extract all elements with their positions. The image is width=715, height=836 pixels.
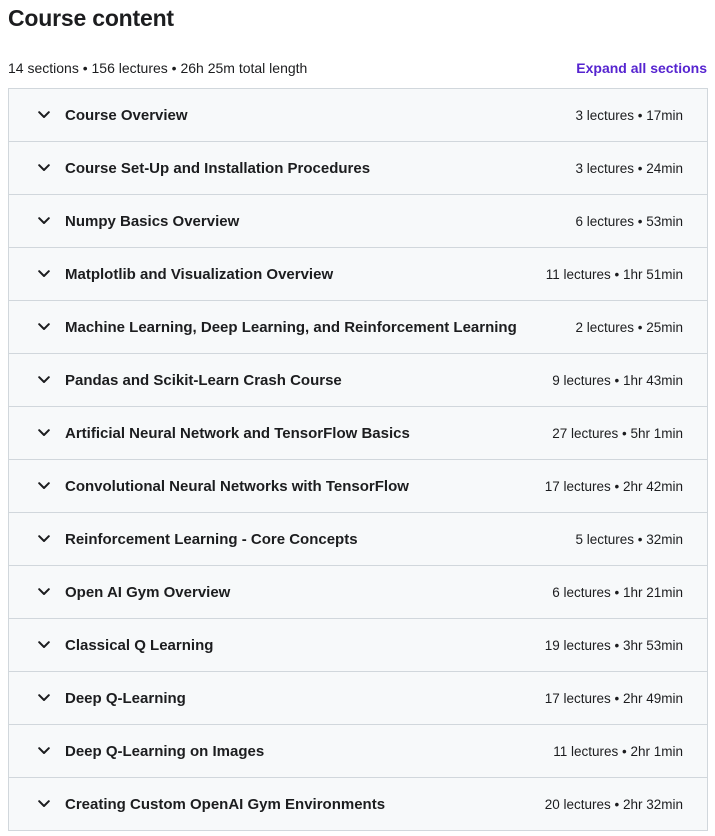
section-title: Course Set-Up and Installation Procedures [65,159,371,177]
section-content-info: 20 lectures • 2hr 32min [544,796,683,812]
section-header-6[interactable] [9,354,707,407]
expand-all-sections-button[interactable]: Expand all sections [576,60,707,76]
chevron-down-icon[interactable] [37,638,51,652]
sections-accordion [8,88,708,831]
section-header-9[interactable] [9,513,707,566]
section-title: Reinforcement Learning - Core Concepts [65,530,358,548]
section-title: Open AI Gym Overview [65,583,231,601]
section-content-info: 27 lectures • 5hr 1min [552,425,683,441]
section-content-info: 11 lectures • 2hr 1min [553,743,683,759]
section-header-5[interactable] [9,301,707,354]
section-header-10[interactable] [9,566,707,619]
chevron-down-icon[interactable] [37,426,51,440]
section-header-7[interactable] [9,407,707,460]
course-summary-row [8,58,707,78]
section-title: Numpy Basics Overview [65,212,240,230]
section-header-4[interactable] [9,248,707,301]
chevron-down-icon[interactable] [37,373,51,387]
section-header-14[interactable] [9,778,707,830]
section-header-1[interactable] [9,89,707,142]
section-title: Machine Learning, Deep Learning, and Reinforcement Learning [65,318,517,336]
section-header-12[interactable] [9,672,707,725]
section-content-info: 17 lectures • 2hr 49min [544,690,683,706]
section-header-2[interactable] [9,142,707,195]
chevron-down-icon[interactable] [37,267,51,281]
section-content-info: 17 lectures • 2hr 42min [544,478,683,494]
section-content-info: 3 lectures • 17min [575,107,683,123]
section-content-info: 9 lectures • 1hr 43min [552,372,683,388]
section-content-info: 2 lectures • 25min [575,319,683,335]
chevron-down-icon[interactable] [37,585,51,599]
chevron-down-icon[interactable] [37,744,51,758]
chevron-down-icon[interactable] [37,797,51,811]
chevron-down-icon[interactable] [37,161,51,175]
section-title: Convolutional Neural Networks with TensorFlow [65,477,409,495]
section-header-11[interactable] [9,619,707,672]
page-title: Course content [8,5,174,31]
section-title: Deep Q-Learning [65,689,186,707]
chevron-down-icon[interactable] [37,691,51,705]
section-content-info: 19 lectures • 3hr 53min [544,637,683,653]
section-title: Creating Custom OpenAI Gym Environments [65,795,386,813]
section-title: Matplotlib and Visualization Overview [65,265,334,283]
section-content-info: 5 lectures • 32min [575,531,683,547]
chevron-down-icon[interactable] [37,479,51,493]
section-title: Deep Q-Learning on Images [65,742,265,760]
chevron-down-icon[interactable] [37,320,51,334]
section-title: Classical Q Learning [65,636,214,654]
section-content-info: 3 lectures • 24min [575,160,683,176]
section-header-8[interactable] [9,460,707,513]
section-content-info: 11 lectures • 1hr 51min [545,266,683,282]
chevron-down-icon[interactable] [37,108,51,122]
section-title: Course Overview [65,106,188,124]
section-content-info: 6 lectures • 53min [575,213,683,229]
chevron-down-icon[interactable] [37,214,51,228]
chevron-down-icon[interactable] [37,532,51,546]
section-header-3[interactable] [9,195,707,248]
section-header-13[interactable] [9,725,707,778]
section-content-info: 6 lectures • 1hr 21min [552,584,683,600]
section-title: Artificial Neural Network and TensorFlow Basics [65,424,410,442]
section-title: Pandas and Scikit-Learn Crash Course [65,371,342,389]
course-summary: 14 sections • 156 lectures • 26h 25m total length [8,60,308,76]
